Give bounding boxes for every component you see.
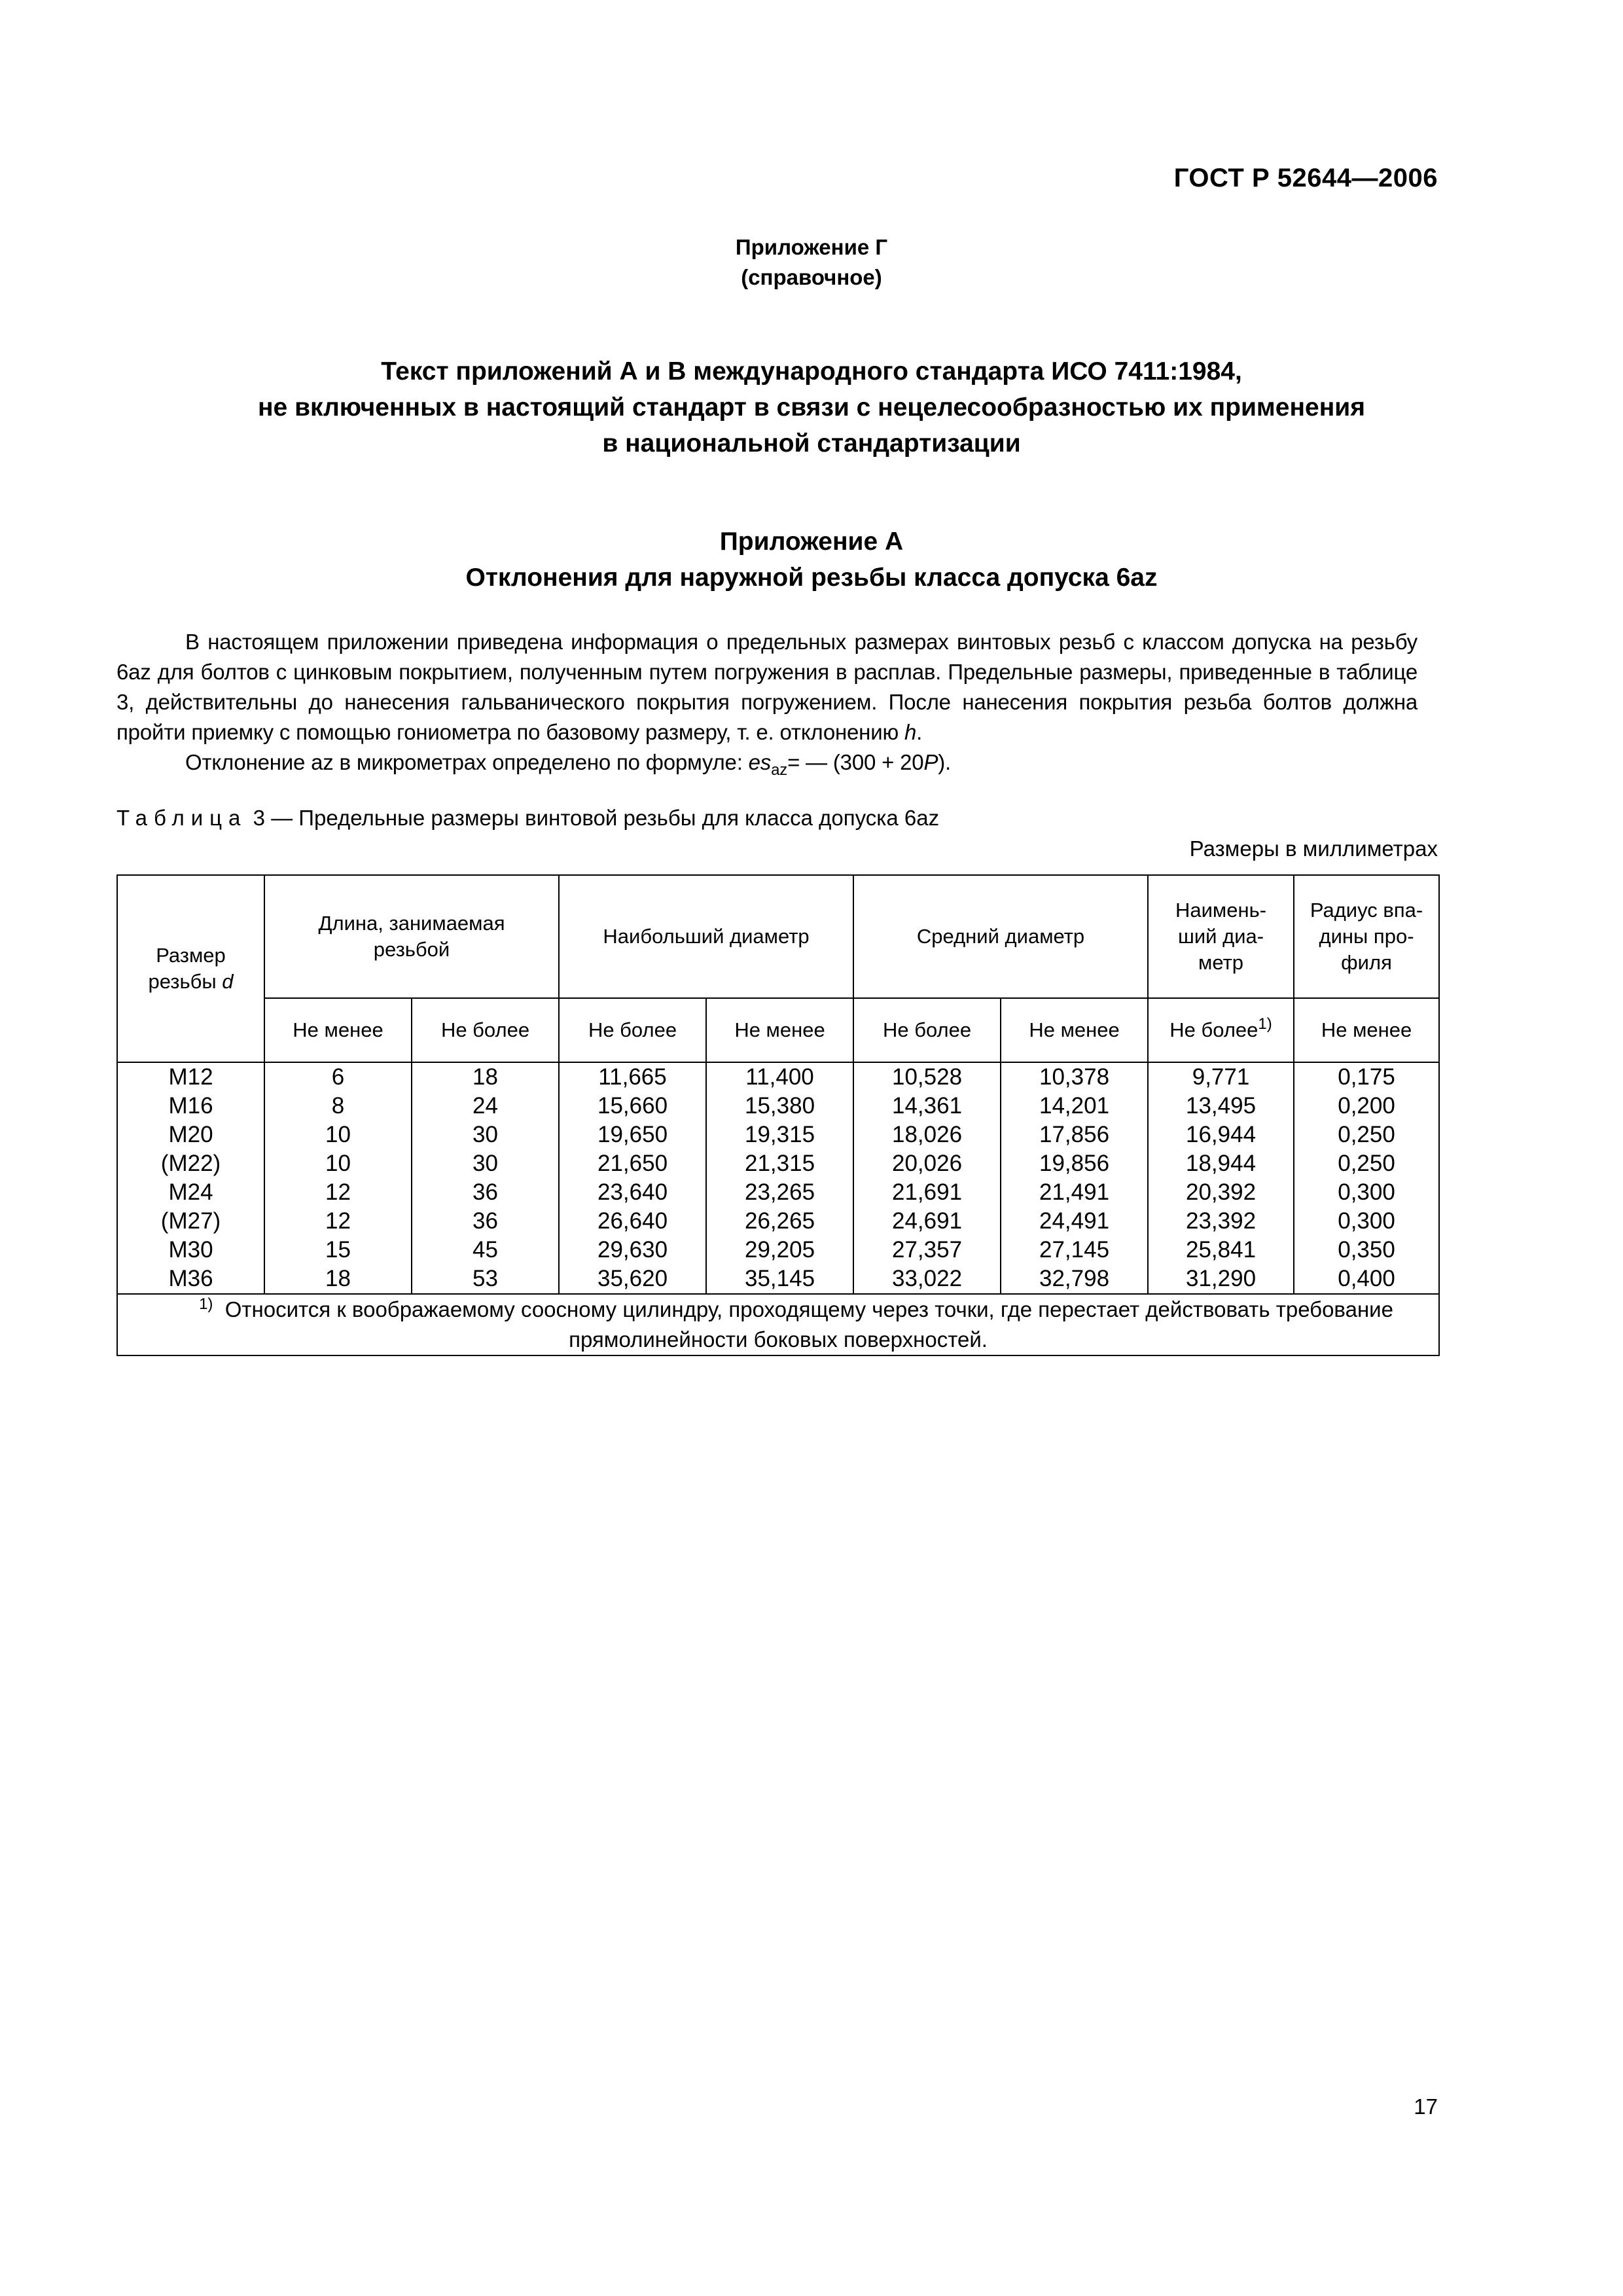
main-title-line1: Текст приложений А и В международного стандарта ИСО 7411:1984, [381, 357, 1242, 386]
paragraph-2 [116, 747, 1418, 778]
formula-es: es [748, 750, 772, 774]
table-cell: M36 [168, 1266, 213, 1291]
formula-eq: = — (300 + 20 [787, 750, 924, 774]
table-cell: 11,400 [745, 1064, 814, 1090]
table-cell: 0,250 [1338, 1151, 1395, 1176]
header-engagement-length-line1: Длина, занимаемая [318, 912, 505, 935]
section-heading-line2: Отклонения для наружной резьбы класса допуска 6az [465, 564, 1158, 592]
table-cell: 45 [473, 1237, 498, 1263]
table-cell: 18,026 [892, 1122, 963, 1147]
table-cell: 27,145 [1039, 1237, 1110, 1263]
appendix-label [0, 232, 1623, 293]
table-cell: 35,145 [744, 1266, 815, 1291]
table-cell: 12 [325, 1208, 351, 1234]
page-number: 17 [1414, 2094, 1438, 2119]
table-cell: 15 [325, 1237, 351, 1263]
document-code: ГОСТ Р 52644—2006 [1173, 164, 1438, 192]
data-column-pitch-min [1001, 1062, 1148, 1294]
table-cell: 15,380 [744, 1093, 815, 1119]
subheader-cell: Не менее [706, 998, 853, 1062]
paragraph-1 [116, 627, 1418, 747]
table-cell: 10,528 [892, 1064, 963, 1090]
data-column-length-max [412, 1062, 559, 1294]
table-cell: 16,944 [1186, 1122, 1257, 1147]
table-cell: 18,944 [1186, 1151, 1257, 1176]
table-footnote [117, 1294, 1439, 1355]
table-cell: 0,175 [1338, 1064, 1395, 1090]
table-cell: 0,250 [1338, 1122, 1395, 1147]
formula-end: ). [938, 750, 952, 774]
subheader-cell: Не менее [1001, 998, 1148, 1062]
table-cell: 27,357 [892, 1237, 963, 1263]
table-cell: 0,400 [1338, 1266, 1395, 1291]
header-thread-size-line1: Размер [156, 944, 226, 967]
section-heading-line1: Приложение А [719, 528, 904, 556]
table-cell: M30 [168, 1237, 213, 1263]
table-cell: 18 [325, 1266, 351, 1291]
table-cell: 21,315 [744, 1151, 815, 1176]
section-heading [0, 524, 1623, 596]
data-column-major-max [559, 1062, 706, 1294]
table-cell: 10 [325, 1151, 351, 1176]
table-cell: 30 [473, 1151, 498, 1176]
table-header-row [117, 875, 1439, 998]
table-cell: 13,495 [1186, 1093, 1257, 1119]
table-cell: M16 [168, 1093, 213, 1119]
header-root-radius [1294, 875, 1439, 998]
table-cell: 20,026 [892, 1151, 963, 1176]
subheader-cell: Не менее [264, 998, 412, 1062]
data-column-thread-size [117, 1062, 264, 1294]
deviation-symbol: h [904, 720, 917, 744]
table-cell: 9,771 [1192, 1064, 1250, 1090]
table-cell: 15,660 [597, 1093, 668, 1119]
paragraph-1-end: . [916, 720, 923, 744]
table-caption [116, 804, 939, 833]
units-note: Размеры в миллиметрах [1189, 836, 1438, 861]
table-cell: 29,205 [744, 1237, 815, 1263]
header-engagement-length [264, 875, 559, 998]
table-cell: 29,630 [597, 1237, 668, 1263]
table-subheader-row [117, 998, 1439, 1062]
footnote-text: Относится к воображаемому соосному цилиндру, проходящему через точки, где перестает действовать требование прямолинейности боковых поверхностей. [224, 1297, 1393, 1352]
table-cell: 21,691 [892, 1179, 963, 1205]
header-minor-diameter-line1: Наимень- [1175, 899, 1267, 922]
table-cell: 0,300 [1338, 1208, 1395, 1234]
table-cell: (M27) [160, 1208, 221, 1234]
appendix-label-line1: Приложение Г [735, 235, 888, 259]
table-footnote-row [117, 1294, 1439, 1355]
header-root-radius-line2: дины про- [1319, 925, 1414, 948]
main-title [0, 353, 1623, 461]
table-caption-word: Таблица [116, 806, 247, 830]
table-cell: 14,201 [1039, 1093, 1110, 1119]
header-thread-size [117, 875, 264, 1062]
subheader-cell-text: Не более [1169, 1018, 1258, 1041]
appendix-label-line2: (справочное) [741, 265, 882, 289]
table-cell: 10,378 [1039, 1064, 1110, 1090]
table-cell: 31,290 [1186, 1266, 1257, 1291]
table-cell: 30 [473, 1122, 498, 1147]
subheader-cell: Не более [853, 998, 1001, 1062]
paragraph-2-text: Отклонение az в микрометрах определено по формуле: [185, 750, 749, 774]
table-cell: M12 [168, 1064, 213, 1090]
table-cell: 23,640 [597, 1179, 668, 1205]
header-engagement-length-line2: резьбой [373, 938, 450, 961]
table-data-row [117, 1062, 1439, 1294]
table-cell: 21,491 [1039, 1179, 1110, 1205]
table-cell: 8 [331, 1093, 345, 1119]
data-column-minor-max [1148, 1062, 1294, 1294]
thread-dimensions-table [116, 874, 1440, 1356]
footnote-reference: 1) [1258, 1015, 1272, 1033]
header-minor-diameter-line3: метр [1198, 951, 1244, 974]
header-thread-size-line2 [118, 969, 264, 995]
table-cell: 0,200 [1338, 1093, 1395, 1119]
table-cell: 23,265 [744, 1179, 815, 1205]
table-cell: 12 [325, 1179, 351, 1205]
subheader-cell: Не более [412, 998, 559, 1062]
table-cell: 17,856 [1039, 1122, 1110, 1147]
header-minor-diameter-line2: ший диа- [1177, 925, 1264, 948]
table-cell: 19,856 [1039, 1151, 1110, 1176]
body-text [116, 627, 1418, 778]
table-cell: 24 [473, 1093, 498, 1119]
table-cell: 0,350 [1338, 1237, 1395, 1263]
table-cell: 23,392 [1186, 1208, 1257, 1234]
header-minor-diameter [1148, 875, 1294, 998]
table-cell: 21,650 [597, 1151, 668, 1176]
formula-subscript: az [771, 761, 788, 779]
table-cell: 53 [473, 1266, 498, 1291]
table-cell: 26,640 [597, 1208, 668, 1234]
data-column-length-min [264, 1062, 412, 1294]
table-cell: 19,650 [597, 1122, 668, 1147]
table-cell: 35,620 [597, 1266, 668, 1291]
table-cell: 36 [473, 1179, 498, 1205]
table-cell: 36 [473, 1208, 498, 1234]
paragraph-1-text: В настоящем приложении приведена информация о предельных размерах винтовых резьб с классом допуска на резьбу 6az для болтов с цинковым покрытием, полученным путем погружения в расплав. Предельные размеры, приведенные в таблице 3, действительны до нанесения гальванического покрытия погружением. После нанесения покрытия резьба болтов должна пройти приемку с помощью гониометра по базовому размеру, т. е. отклонению [116, 630, 1418, 744]
table-cell: 19,315 [744, 1122, 815, 1147]
header-thread-size-word: резьбы [148, 970, 217, 993]
formula-p: P [923, 750, 938, 774]
table-cell: M24 [168, 1179, 213, 1205]
footnote-mark: 1) [199, 1295, 213, 1313]
header-root-radius-line3: филя [1341, 951, 1392, 974]
table-cell: 26,265 [744, 1208, 815, 1234]
table-cell: 18 [473, 1064, 498, 1090]
table-cell: 6 [331, 1064, 345, 1090]
table-cell: 0,300 [1338, 1179, 1395, 1205]
subheader-cell: Не менее [1294, 998, 1439, 1062]
subheader-cell [1148, 998, 1294, 1062]
data-column-root-radius [1294, 1062, 1439, 1294]
header-thread-size-symbol: d [222, 970, 234, 993]
table-cell: 24,491 [1039, 1208, 1110, 1234]
table-cell: (M22) [160, 1151, 221, 1176]
data-column-major-min [706, 1062, 853, 1294]
table-cell: 14,361 [892, 1093, 963, 1119]
data-column-pitch-max [853, 1062, 1001, 1294]
table-cell: M20 [168, 1122, 213, 1147]
table-cell: 24,691 [892, 1208, 963, 1234]
header-major-diameter: Наибольший диаметр [559, 875, 853, 998]
header-pitch-diameter: Средний диаметр [853, 875, 1148, 998]
table-caption-text: 3 — Предельные размеры винтовой резьбы для класса допуска 6az [253, 806, 940, 830]
table-cell: 32,798 [1039, 1266, 1110, 1291]
table-cell: 20,392 [1186, 1179, 1257, 1205]
table-cell: 10 [325, 1122, 351, 1147]
table-cell: 25,841 [1186, 1237, 1257, 1263]
subheader-cell: Не более [559, 998, 706, 1062]
main-title-line2: не включенных в настоящий стандарт в связи с нецелесообразностью их применения [257, 393, 1366, 422]
main-title-line3: в национальной стандартизации [602, 429, 1021, 457]
table-cell: 33,022 [892, 1266, 963, 1291]
header-root-radius-line1: Радиус впа- [1310, 899, 1423, 922]
table-cell: 11,665 [598, 1064, 667, 1090]
